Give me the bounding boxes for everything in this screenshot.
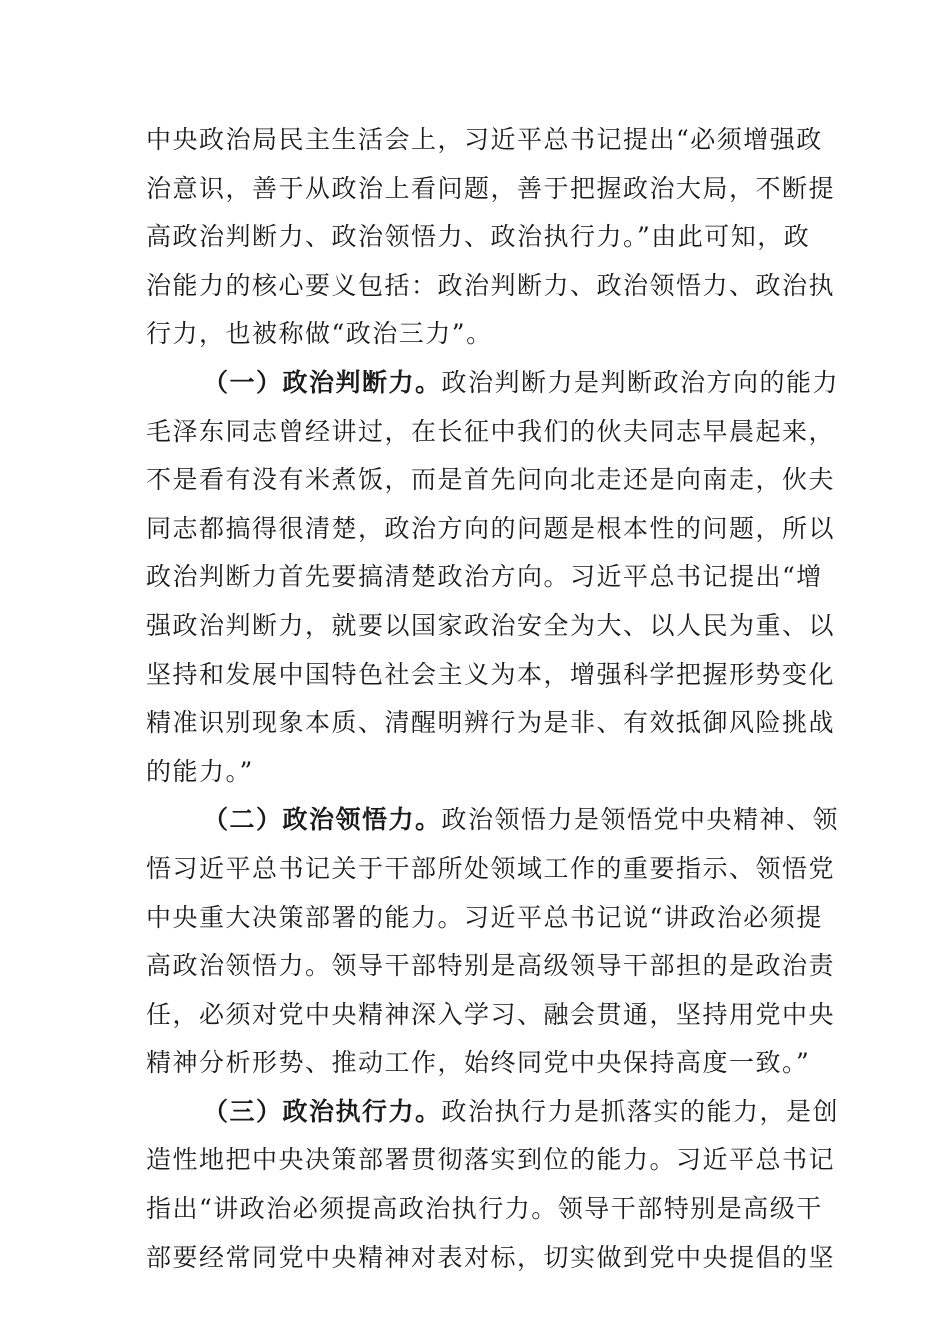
- text-line: 精准识别现象本质、清醒明辨行为是非、有效抵御风险挑战: [146, 708, 836, 738]
- text-line: 不是看有没有米煮饭，而是首先问向北走还是向南走，伙夫: [146, 465, 836, 495]
- section-heading-judgment: （一）政治判断力。: [203, 367, 442, 397]
- text-line: 造性地把中央决策部署贯彻落实到位的能力。习近平总书记: [146, 1145, 836, 1175]
- intro-paragraph: [146, 116, 836, 359]
- section-heading-execution: （三）政治执行力。: [203, 1096, 442, 1126]
- text-line: 毛泽东同志曾经讲过，在长征中我们的伙夫同志早晨起来，: [146, 416, 836, 446]
- text-line: 强政治判断力，就要以国家政治安全为大、以人民为重、以: [146, 610, 836, 640]
- section-first-line: [146, 359, 840, 408]
- text-line: 坚持和发展中国特色社会主义为本，增强科学把握形势变化: [146, 659, 836, 689]
- section-execution-paragraph: [146, 1088, 840, 1282]
- document-body: [146, 116, 840, 1282]
- text-line: 政治判断力首先要搞清楚政治方向。习近平总书记提出“增: [146, 562, 823, 592]
- text-line: 同志都搞得很清楚，政治方向的问题是根本性的问题，所以: [146, 513, 836, 543]
- section-heading-comprehension: （二）政治领悟力。: [203, 805, 442, 835]
- text-line: 中央重大决策部署的能力。习近平总书记说“讲政治必须提: [146, 902, 823, 932]
- text-line: 指出“讲政治必须提高政治执行力。领导干部特别是高级干: [146, 1194, 823, 1224]
- text-line: 治意识，善于从政治上看问题，善于把握政治大局，不断提: [146, 173, 836, 203]
- section-first-line: [146, 1088, 840, 1137]
- text-line: 高政治领悟力。领导干部特别是高级领导干部担的是政治责: [146, 951, 836, 981]
- section-comprehension-paragraph: [146, 796, 840, 1088]
- text-line: 任，必须对党中央精神深入学习、融会贯通，坚持用党中央: [146, 999, 836, 1029]
- section-text: 政治判断力是判断政治方向的能力: [441, 367, 840, 397]
- text-line: 行力，也被称做“政治三力”。: [146, 319, 493, 349]
- section-judgment-paragraph: [146, 359, 840, 796]
- section-text: 政治执行力是抓落实的能力，是创: [441, 1096, 840, 1126]
- text-line: 的能力。”: [146, 756, 254, 786]
- text-line: 治能力的核心要义包括：政治判断力、政治领悟力、政治执: [146, 270, 836, 300]
- text-line: 部要经常同党中央精神对表对标，切实做到党中央提倡的坚: [146, 1242, 836, 1272]
- section-text: 政治领悟力是领悟党中央精神、领: [441, 805, 840, 835]
- text-line: 高政治判断力、政治领悟力、政治执行力。”由此可知，政: [146, 222, 811, 252]
- text-line: 中央政治局民主生活会上，习近平总书记提出“必须增强政: [146, 125, 823, 154]
- section-first-line: [146, 796, 840, 845]
- text-line: 精神分析形势、推动工作，始终同党中央保持高度一致。”: [146, 1048, 811, 1078]
- text-line: 悟习近平总书记关于干部所处领域工作的重要指示、领悟党: [146, 853, 836, 883]
